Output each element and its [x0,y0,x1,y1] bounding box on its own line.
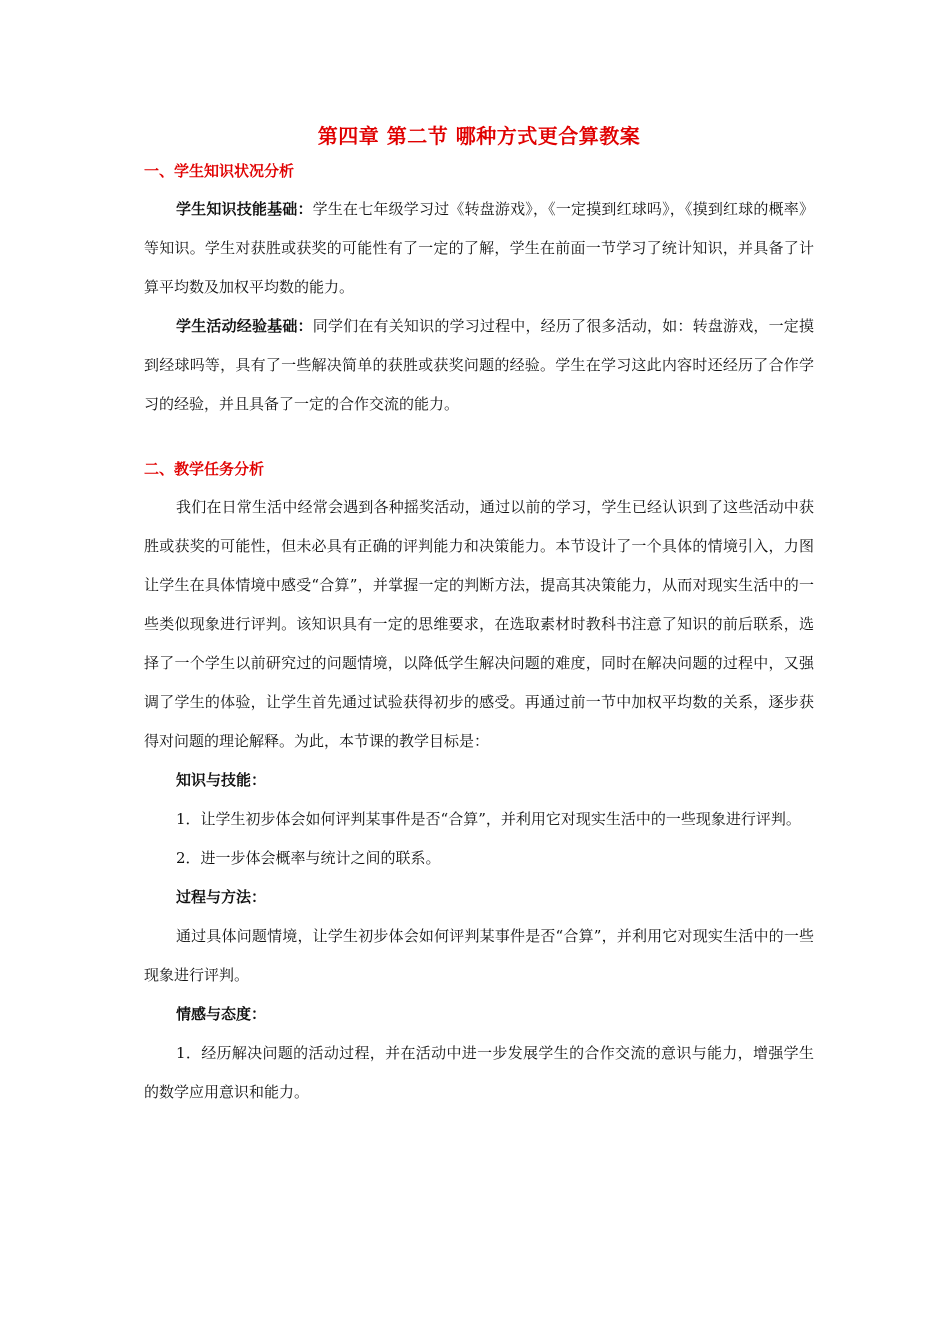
goal-item: 2．进一步体会概率与统计之间的联系。 [176,849,441,867]
paragraph-lead: 学生知识技能基础： [176,200,313,218]
paragraph-knowledge-skills [144,190,814,307]
paragraph-text: 同学们在有关知识的学习过程中，经历了很多活动，如：转盘游戏，一定摸到经球吗等，具有了一些解决简单的获胜或获奖问题的经验。学生在学习这此内容时还经历了合作学习的经验，并且具备了一定的合作交流的能力。 [144,317,814,413]
paragraph-lead: 学生活动经验基础： [176,317,313,335]
goal-item: 1．经历解决问题的活动过程，并在活动中进一步发展学生的合作交流的意识与能力，增强学生的数学应用意识和能力。 [144,1044,814,1101]
goal-item: 1．让学生初步体会如何评判某事件是否“合算”，并利用它对现实生活中的一些现象进行评判。 [176,810,801,828]
paragraph-task-intro: 我们在日常生活中经常会遇到各种摇奖活动，通过以前的学习，学生已经认识到了这些活动中获胜或获奖的可能性，但未必具有正确的评判能力和决策能力。本节设计了一个具体的情境引入，力图让学生在具体情境中感受“合算”，并掌握一定的判断方法，提高其决策能力，从而对现实生活中的一些类似现象进行评判。该知识具有一定的思维要求，在选取素材时教科书注意了知识的前后联系，选择了一个学生以前研究过的问题情境，以降低学生解决问题的难度，同时在解决问题的过程中，又强调了学生的体验，让学生首先通过试验获得初步的感受。再通过前一节中加权平均数的关系，逐步获得对问题的理论解释。为此，本节课的教学目标是： [144,498,814,750]
document-title: 第四章 第二节 哪种方式更合算教案 [317,124,641,148]
section-spacer [144,424,814,456]
section-heading-student-analysis: 一、学生知识状况分析 [144,162,295,180]
goal-text: 通过具体问题情境，让学生初步体会如何评判某事件是否“合算”，并利用它对现实生活中的一些现象进行评判。 [144,927,814,984]
section-heading-task-analysis: 二、教学任务分析 [144,460,265,478]
paragraph-text: 学生在七年级学习过《转盘游戏》，《一定摸到红球吗》，《摸到红球的概率》等知识。学生对获胜或获奖的可能性有了一定的了解，学生在前面一节学习了统计知识，并具备了计算平均数及加权平均数的能力。 [144,200,814,296]
document-body [144,120,814,1112]
goal-heading-emotion-attitude: 情感与态度： [176,1005,267,1023]
goal-heading-knowledge-skills: 知识与技能： [176,771,267,789]
paragraph-activity-experience [144,307,814,424]
goal-heading-process-method: 过程与方法： [176,888,267,906]
